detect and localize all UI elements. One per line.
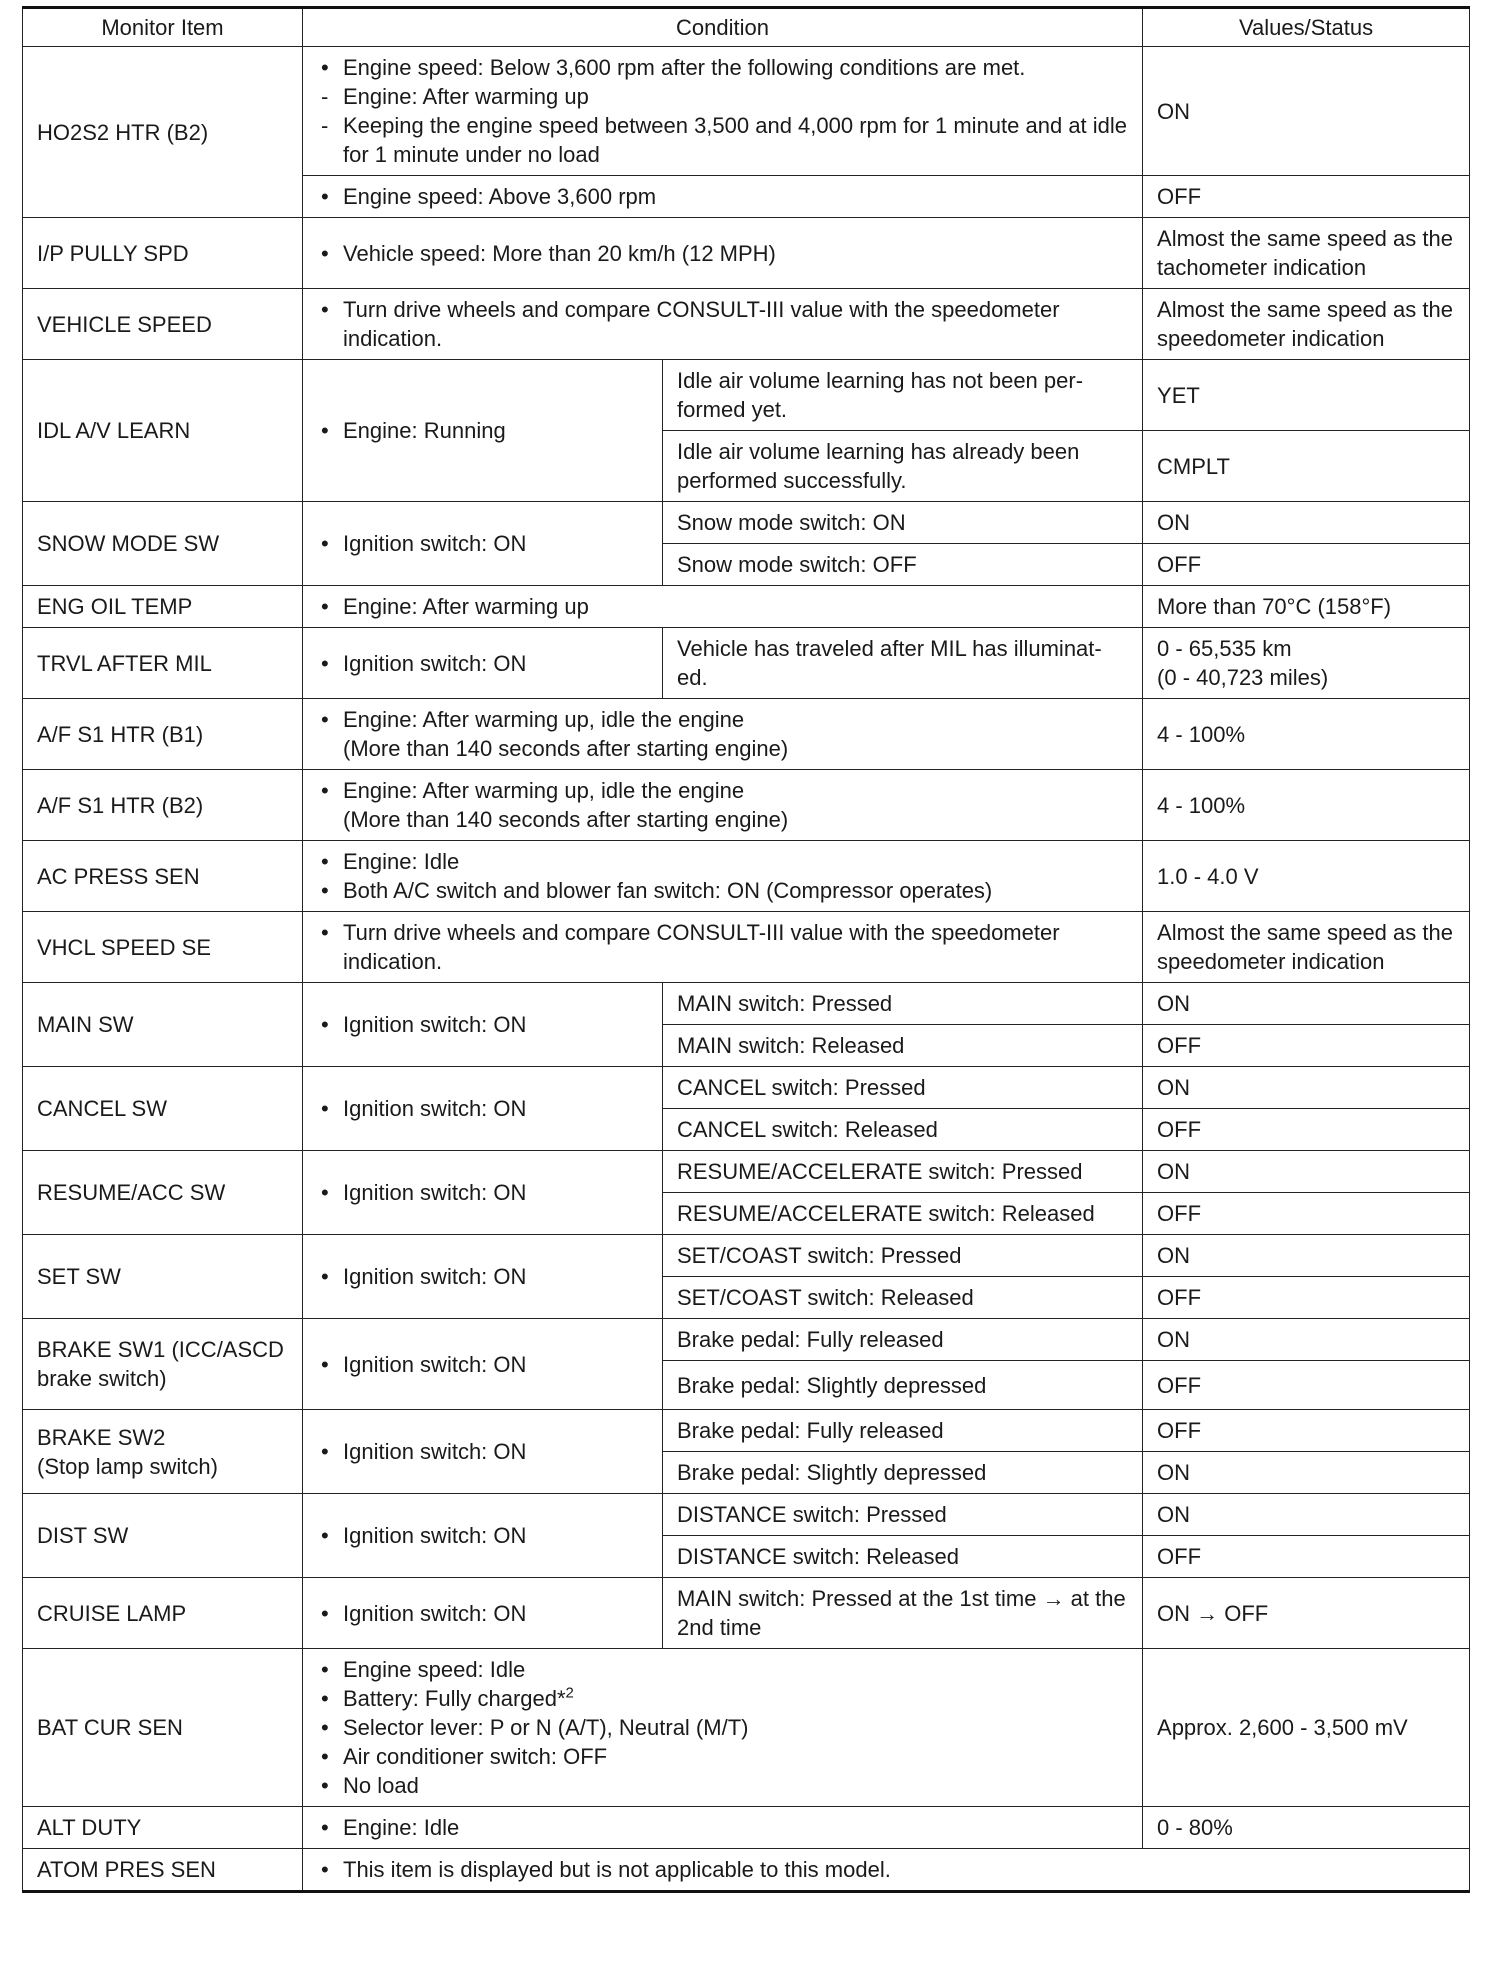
table-row	[23, 289, 1470, 360]
monitor-item: VEHICLE SPEED	[23, 289, 303, 360]
condition-cell	[303, 47, 1143, 176]
monitor-item: CANCEL SW	[23, 1067, 303, 1151]
sub-condition-cell: Brake pedal: Fully released	[663, 1410, 1143, 1452]
sub-condition-cell: MAIN switch: Pressed	[663, 983, 1143, 1025]
value-cell: ON	[1143, 1452, 1470, 1494]
condition-cell	[303, 176, 1143, 218]
sub-condition-cell: Brake pedal: Slightly depressed	[663, 1452, 1143, 1494]
value-cell: Almost the same speed as the tachometer indication	[1143, 218, 1470, 289]
condition-cell	[303, 983, 663, 1067]
sub-condition-cell: DISTANCE switch: Released	[663, 1536, 1143, 1578]
monitor-item: AC PRESS SEN	[23, 841, 303, 912]
condition-cell	[303, 1151, 663, 1235]
value-cell: ON	[1143, 983, 1470, 1025]
value-cell: ON	[1143, 1151, 1470, 1193]
value-line: 0 - 65,535 km	[1157, 636, 1292, 661]
sub-condition-cell: SET/COAST switch: Released	[663, 1277, 1143, 1319]
condition-cell	[303, 1849, 1470, 1892]
monitor-item: RESUME/ACC SW	[23, 1151, 303, 1235]
sub-condition-cell: RESUME/ACCELERATE switch: Released	[663, 1193, 1143, 1235]
value-cell: 0 - 80%	[1143, 1807, 1470, 1849]
condition-cell	[303, 502, 663, 586]
value-cell: ON	[1143, 1067, 1470, 1109]
table-row	[23, 1410, 1470, 1452]
value-cell: 1.0 - 4.0 V	[1143, 841, 1470, 912]
sub-condition-cell: MAIN switch: Released	[663, 1025, 1143, 1067]
value-cell: OFF	[1143, 176, 1470, 218]
sub-condition-cell: Brake pedal: Slightly depressed	[663, 1361, 1143, 1410]
monitor-item: BRAKE SW1 (ICC/ASCD brake switch)	[23, 1319, 303, 1410]
header-condition: Condition	[303, 8, 1143, 47]
sub-condition-cell: Snow mode switch: OFF	[663, 544, 1143, 586]
condition-bullet: • Engine: Idle	[317, 1813, 1128, 1842]
condition-cell	[303, 841, 1143, 912]
condition-bullet: • Ignition switch: ON	[317, 1437, 648, 1466]
condition-bullet: • This item is displayed but is not applicable to this model.	[317, 1855, 1455, 1884]
value-cell: ON	[1143, 502, 1470, 544]
condition-bullet: • Ignition switch: ON	[317, 1599, 648, 1628]
condition-cell	[303, 1319, 663, 1410]
value-cell: Almost the same speed as the speedometer indication	[1143, 912, 1470, 983]
table-row	[23, 770, 1470, 841]
value-cell: OFF	[1143, 1193, 1470, 1235]
condition-bullet: • Ignition switch: ON	[317, 1178, 648, 1207]
table-row	[23, 912, 1470, 983]
condition-cell	[303, 912, 1143, 983]
condition-bullet: • Engine: After warming up, idle the engine	[317, 776, 1128, 805]
monitor-item: A/F S1 HTR (B2)	[23, 770, 303, 841]
condition-bullet: • Both A/C switch and blower fan switch: ON (Compressor operates)	[317, 876, 1128, 905]
condition-bullet: • Vehicle speed: More than 20 km/h (12 MPH)	[317, 239, 1128, 268]
value-cell: OFF	[1143, 1361, 1470, 1410]
table-row	[23, 1235, 1470, 1277]
table-row	[23, 628, 1470, 699]
value-cell: OFF	[1143, 544, 1470, 586]
value-line: (0 - 40,723 miles)	[1157, 665, 1329, 690]
condition-cell	[303, 1410, 663, 1494]
table-row	[23, 983, 1470, 1025]
condition-cell	[303, 1235, 663, 1319]
condition-cell	[303, 1807, 1143, 1849]
monitor-item: ALT DUTY	[23, 1807, 303, 1849]
condition-bullet: • Ignition switch: ON	[317, 1094, 648, 1123]
value-cell: Approx. 2,600 - 3,500 mV	[1143, 1649, 1470, 1807]
monitor-item: A/F S1 HTR (B1)	[23, 699, 303, 770]
sub-condition-cell: CANCEL switch: Pressed	[663, 1067, 1143, 1109]
table-row	[23, 586, 1470, 628]
condition-sub-item: - Engine: After warming up	[317, 82, 1128, 111]
monitor-item-line: BRAKE SW2	[37, 1424, 166, 1450]
monitor-item: VHCL SPEED SE	[23, 912, 303, 983]
sub-condition-cell: RESUME/ACCELERATE switch: Pressed	[663, 1151, 1143, 1193]
table-row	[23, 1578, 1470, 1649]
condition-bullet: • Ignition switch: ON	[317, 1262, 648, 1291]
header-row	[23, 8, 1470, 47]
value-cell: ON	[1143, 1494, 1470, 1536]
table-row	[23, 699, 1470, 770]
sub-condition-cell: Vehicle has traveled after MIL has illuminat-ed.	[663, 628, 1143, 699]
monitor-item: IDL A/V LEARN	[23, 360, 303, 502]
monitor-item-line: (Stop lamp switch)	[37, 1453, 218, 1479]
condition-cell	[303, 586, 1143, 628]
monitor-item: CRUISE LAMP	[23, 1578, 303, 1649]
condition-bullet: • Engine: Running	[317, 416, 648, 445]
condition-cell	[303, 699, 1143, 770]
table-row	[23, 1494, 1470, 1536]
table-row	[23, 502, 1470, 544]
condition-bullet: • Turn drive wheels and compare CONSULT-III value with the speedometer indication.	[317, 918, 1128, 976]
monitor-item: HO2S2 HTR (B2)	[23, 47, 303, 218]
sub-condition-cell: Idle air volume learning has already been performed successfully.	[663, 431, 1143, 502]
header-monitor-item: Monitor Item	[23, 8, 303, 47]
table-row	[23, 47, 1470, 176]
sub-condition-cell: MAIN switch: Pressed at the 1st time → at the 2nd time	[663, 1578, 1143, 1649]
condition-cell	[303, 289, 1143, 360]
condition-bullet: • Engine speed: Below 3,600 rpm after the following conditions are met.	[317, 53, 1128, 82]
condition-sub-item: - Keeping the engine speed between 3,500 and 4,000 rpm for 1 minute and at idle for 1 minute under no load	[317, 111, 1128, 169]
condition-bullet: • Engine: After warming up	[317, 592, 1128, 621]
condition-note: (More than 140 seconds after starting engine)	[343, 807, 789, 832]
sub-condition-cell: DISTANCE switch: Pressed	[663, 1494, 1143, 1536]
monitor-item: I/P PULLY SPD	[23, 218, 303, 289]
condition-bullet: • Engine: After warming up, idle the engine	[317, 705, 1128, 734]
table-row	[23, 1807, 1470, 1849]
condition-bullet: • Ignition switch: ON	[317, 529, 648, 558]
condition-cell	[303, 218, 1143, 289]
monitor-item: SET SW	[23, 1235, 303, 1319]
monitor-item: SNOW MODE SW	[23, 502, 303, 586]
value-cell: ON → OFF	[1143, 1578, 1470, 1649]
condition-bullet: • Selector lever: P or N (A/T), Neutral (M/T)	[317, 1713, 1128, 1742]
sub-condition-cell: SET/COAST switch: Pressed	[663, 1235, 1143, 1277]
value-cell	[1143, 628, 1470, 699]
sub-condition-cell: CANCEL switch: Released	[663, 1109, 1143, 1151]
condition-bullet: • Ignition switch: ON	[317, 1521, 648, 1550]
value-cell: ON	[1143, 47, 1470, 176]
condition-text: Battery: Fully charged*	[343, 1686, 566, 1711]
condition-bullet: • Turn drive wheels and compare CONSULT-III value with the speedometer indication.	[317, 295, 1128, 353]
condition-bullet: • Engine speed: Above 3,600 rpm	[317, 182, 1128, 211]
value-cell: YET	[1143, 360, 1470, 431]
monitor-item: MAIN SW	[23, 983, 303, 1067]
monitor-item: ENG OIL TEMP	[23, 586, 303, 628]
condition-cell	[303, 628, 663, 699]
monitor-item: TRVL AFTER MIL	[23, 628, 303, 699]
value-cell: OFF	[1143, 1109, 1470, 1151]
condition-bullet: • Ignition switch: ON	[317, 649, 648, 678]
footnote-marker: 2	[565, 1684, 574, 1702]
value-cell: ON	[1143, 1319, 1470, 1361]
value-cell: OFF	[1143, 1410, 1470, 1452]
condition-bullet	[317, 1684, 1128, 1713]
monitor-item: BAT CUR SEN	[23, 1649, 303, 1807]
table-row	[23, 1849, 1470, 1892]
condition-cell	[303, 360, 663, 502]
monitor-item: ATOM PRES SEN	[23, 1849, 303, 1892]
sub-condition-cell: Idle air volume learning has not been per-formed yet.	[663, 360, 1143, 431]
monitor-item	[23, 1410, 303, 1494]
header-values-status: Values/Status	[1143, 8, 1470, 47]
condition-bullet: • Ignition switch: ON	[317, 1010, 648, 1039]
condition-cell	[303, 1578, 663, 1649]
table-row	[23, 1067, 1470, 1109]
value-cell: ON	[1143, 1235, 1470, 1277]
condition-bullet: • No load	[317, 1771, 1128, 1800]
condition-note: (More than 140 seconds after starting engine)	[343, 736, 789, 761]
condition-bullet: • Ignition switch: ON	[317, 1350, 648, 1379]
table-row	[23, 1649, 1470, 1807]
table-row	[23, 1319, 1470, 1361]
monitor-item: DIST SW	[23, 1494, 303, 1578]
value-cell: Almost the same speed as the speedometer indication	[1143, 289, 1470, 360]
sub-condition-cell: Brake pedal: Fully released	[663, 1319, 1143, 1361]
condition-cell	[303, 1494, 663, 1578]
condition-bullet: • Engine speed: Idle	[317, 1655, 1128, 1684]
condition-bullet: • Air conditioner switch: OFF	[317, 1742, 1128, 1771]
condition-cell	[303, 1067, 663, 1151]
value-cell: More than 70°C (158°F)	[1143, 586, 1470, 628]
condition-cell	[303, 1649, 1143, 1807]
table-row	[23, 841, 1470, 912]
monitor-table	[22, 6, 1470, 1893]
value-cell: OFF	[1143, 1536, 1470, 1578]
table-row	[23, 360, 1470, 431]
value-cell: OFF	[1143, 1277, 1470, 1319]
value-cell: CMPLT	[1143, 431, 1470, 502]
value-cell: 4 - 100%	[1143, 699, 1470, 770]
condition-cell	[303, 770, 1143, 841]
condition-bullet: • Engine: Idle	[317, 847, 1128, 876]
table-row	[23, 218, 1470, 289]
value-cell: 4 - 100%	[1143, 770, 1470, 841]
sub-condition-cell: Snow mode switch: ON	[663, 502, 1143, 544]
value-cell: OFF	[1143, 1025, 1470, 1067]
table-row	[23, 1151, 1470, 1193]
